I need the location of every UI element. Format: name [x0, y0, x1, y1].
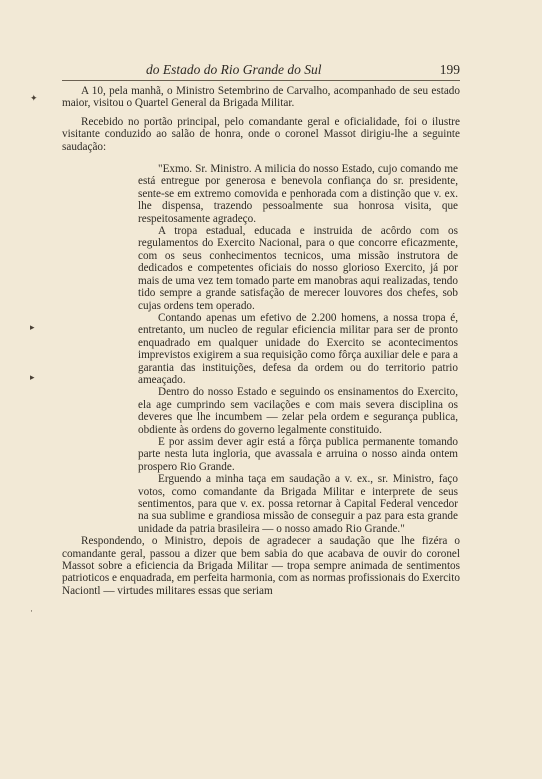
speech-paragraph: Contando apenas um efetivo de 2.200 homens, a nossa tropa é, entretanto, um nucleo de regular eficiencia militar para ser de pronto enquadrado em qualquer unidade do Exercito se acontecimentos imprevistos exigirem a sua requisição como fôrça auxiliar dele e para a garantia das instituições, defesa da ordem ou do territorio patrio ameaçado. — [138, 311, 458, 386]
page-body — [62, 85, 460, 597]
page-number: 199 — [439, 62, 460, 77]
speech-paragraph: Erguendo a minha taça em saudação a v. ex., sr. Ministro, faço votos, como comandante da Brigada Militar e interprete de seus sentimentos, para que v. ex. possa retornar à Capital Federal vencedor na sua sublime e grandiosa missão de conseguir a paz para esta grande unidade da patria brasileira — o nosso amado Rio Grande." — [138, 473, 458, 535]
running-title: do Estado do Rio Grande do Sul — [146, 62, 322, 77]
speech-paragraph: A tropa estadual, educada e instruida de acôrdo com os regulamentos do Exercito Nacional, para o que concorre eficazmente, com os seus conhecimentos tecnicos, uma missão instrutora de dedicados e competentes oficiais do nosso glorioso Exercito, já por mais de uma vez tem tomado parte em manobras aqui realizadas, tendo tido sempre a grande satisfação de merecer louvores dos chefes, sob cujas ordens tem operado. — [138, 225, 458, 312]
paragraph-response: Respondendo, o Ministro, depois de agradecer a saudação que lhe fizéra o comandante geral, passou a dizer que bem sabia do que acabava de ouvir do coronel Massot sobre a eficiencia da Brigada Militar — tropa sempre animada de sentimentos patrioticos e enquadrada, em perfeita harmonia, com as normas profissionais do Exercito Naciontl — virtudes militares essas que seriam — [62, 535, 460, 597]
paragraph-visit: A 10, pela manhã, o Ministro Setembrino de Carvalho, acompanhado de seu estado maior, visitou o Quartel General da Brigada Militar. — [62, 85, 460, 110]
speech-paragraph: "Exmo. Sr. Ministro. A milicia do nosso Estado, cujo comando me está entregue por generosa e benevola confiança do sr. presidente, sente-se em extremo comovida e penhorada com a distinção que v. ex. lhe dispensa, trazendo pessoalmente sua honrosa visita, que respeitosamente agradeço. — [138, 163, 458, 225]
margin-mark: ▸ — [30, 372, 35, 382]
paragraph-reception: Recebido no portão principal, pelo comandante geral e oficialidade, foi o ilustre visitante conduzido ao salão de honra, onde o coronel Massot dirigiu-lhe a seguinte saudação: — [62, 115, 460, 153]
header-rule — [62, 80, 460, 81]
speech-paragraph: E por assim dever agir está a fôrça publica permanente tomando parte nesta luta ingloria, que avassala e arruina o nosso ainda ontem prospero Rio Grande. — [138, 435, 458, 473]
margin-mark: ✦ — [30, 93, 38, 103]
speech-paragraph: Dentro do nosso Estado e seguindo os ensinamentos do Exercito, ela age cumprindo sem vacilações e com mais severa disciplina os deveres que lhe incumbem — zelar pela ordem e segurança publica, obdiente às ordens do governo legalmente constituido. — [138, 386, 458, 436]
margin-mark: ▸ — [30, 322, 35, 332]
speech-block — [62, 163, 460, 535]
margin-mark: · — [30, 606, 33, 616]
